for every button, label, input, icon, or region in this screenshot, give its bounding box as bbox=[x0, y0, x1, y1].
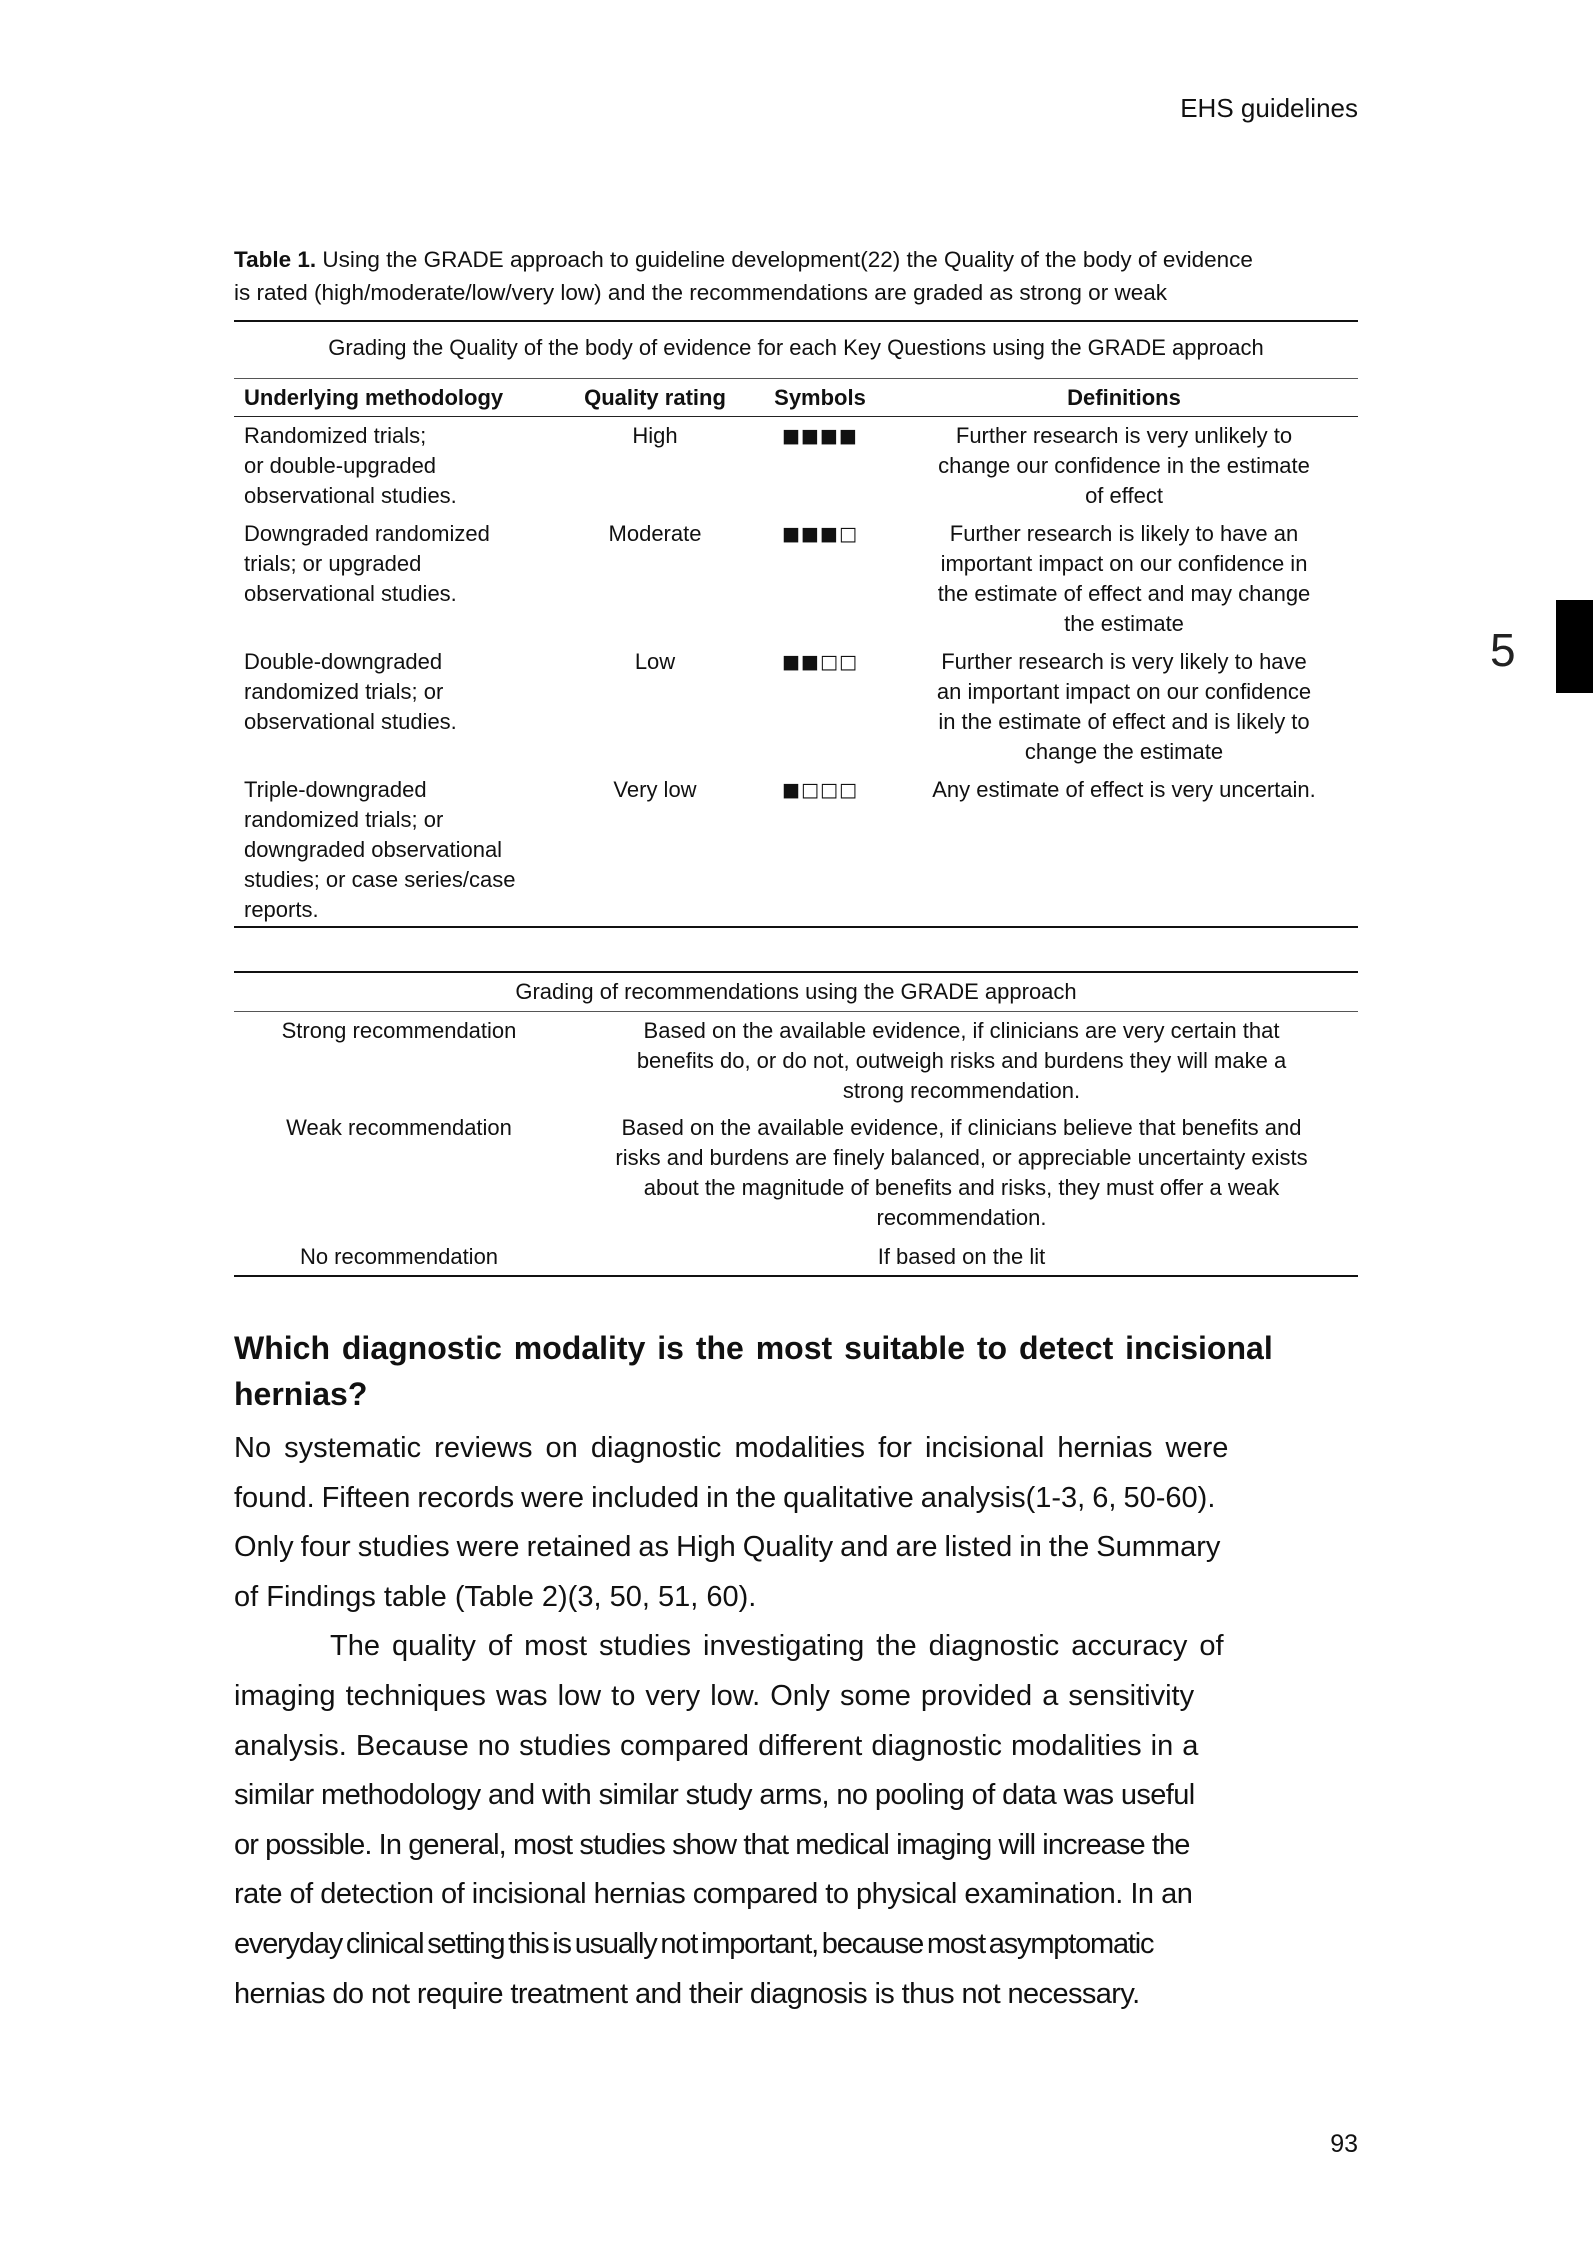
definition-cell bbox=[890, 519, 1358, 639]
cell-line: benefits do, or do not, outweigh risks and burdens they will make a bbox=[636, 1048, 1287, 1073]
cell-line: the estimate bbox=[1064, 611, 1184, 636]
paragraph-line: analysis. Because no studies compared different diagnostic modalities in a bbox=[234, 1729, 1199, 1762]
quality-symbols-icon: ■■■■ bbox=[782, 425, 858, 447]
cell-line: strong recommendation. bbox=[842, 1078, 1081, 1103]
cell-line: downgraded observational bbox=[244, 837, 503, 862]
cell-line: change our confidence in the estimate bbox=[938, 453, 1310, 478]
methodology-cell bbox=[244, 775, 564, 925]
recommendation-label: Strong recommendation bbox=[281, 1018, 517, 1043]
recommendation-label: Weak recommendation bbox=[286, 1115, 512, 1140]
column-header-quality-rating: Quality rating bbox=[584, 385, 726, 410]
section-heading bbox=[234, 1325, 1358, 1417]
heading-line: Which diagnostic modality is the most suitable to detect incisional bbox=[234, 1330, 1273, 1366]
cell-line: Randomized trials; bbox=[244, 423, 427, 448]
paragraph-line: found. Fifteen records were included in the qualitative analysis(1-3, 6, 50-60). bbox=[234, 1481, 1216, 1514]
cell-line: observational studies. bbox=[244, 709, 457, 734]
quality-rating-cell: Low bbox=[634, 649, 676, 674]
cell-line: Further research is very unlikely to bbox=[955, 423, 1293, 448]
table-bottom-rule bbox=[234, 1275, 1358, 1277]
table-rule bbox=[234, 1011, 1358, 1012]
page-number: 93 bbox=[1330, 2130, 1358, 2158]
definition-cell bbox=[890, 775, 1358, 805]
cell-line: reports. bbox=[244, 897, 319, 922]
methodology-cell bbox=[244, 421, 564, 511]
cell-line: an important impact on our confidence bbox=[936, 679, 1312, 704]
table-top-rule bbox=[234, 971, 1358, 973]
paragraph-line: or possible. In general, most studies show that medical imaging will increase the bbox=[234, 1828, 1190, 1861]
cell-line: Triple-downgraded bbox=[244, 777, 427, 802]
cell-line: important impact on our confidence in bbox=[940, 551, 1308, 576]
paragraph-line: No systematic reviews on diagnostic modalities for incisional hernias were bbox=[234, 1432, 1229, 1464]
cell-line: in the estimate of effect and is likely to bbox=[938, 709, 1310, 734]
paragraph-line: of Findings table (Table 2)(3, 50, 51, 60). bbox=[234, 1580, 757, 1613]
paragraph-line: everyday clinical setting this is usually not important, because most asymptomatic bbox=[234, 1927, 1154, 1960]
cell-line: trials; or upgraded bbox=[244, 551, 422, 576]
paragraph-line: The quality of most studies investigating the diagnostic accuracy of bbox=[330, 1630, 1224, 1663]
quality-section-title: Grading the Quality of the body of evidence for each Key Questions using the GRADE approach bbox=[328, 335, 1264, 360]
caption-label: Table 1. bbox=[234, 247, 317, 272]
cell-line: Based on the available evidence, if clinicians are very certain that bbox=[643, 1018, 1280, 1043]
chapter-thumb-tab bbox=[1556, 600, 1593, 693]
quality-symbols-icon: ■□□□ bbox=[782, 779, 858, 801]
cell-line: the estimate of effect and may change bbox=[937, 581, 1311, 606]
cell-line: Double-downgraded bbox=[244, 649, 443, 674]
cell-line: Further research is very likely to have bbox=[941, 649, 1307, 674]
cell-line: of effect bbox=[1085, 483, 1163, 508]
caption-text-line: Using the GRADE approach to guideline development(22) the Quality of the body of evidence bbox=[316, 247, 1253, 272]
column-header-definitions: Definitions bbox=[1067, 385, 1181, 410]
table-top-rule bbox=[234, 320, 1358, 322]
caption-text-line: is rated (high/moderate/low/very low) and the recommendations are graded as strong or weak bbox=[234, 280, 1167, 305]
quality-symbols-icon: ■■■□ bbox=[782, 523, 858, 545]
methodology-cell bbox=[244, 519, 564, 609]
heading-line: hernias? bbox=[234, 1376, 368, 1412]
cell-line: or double-upgraded bbox=[244, 453, 437, 478]
quality-rating-cell: Moderate bbox=[608, 521, 702, 546]
chapter-number: 5 bbox=[1490, 624, 1516, 676]
cell-line: risks and burdens are finely balanced, or appreciable uncertainty exists bbox=[615, 1145, 1308, 1170]
paragraph-line: rate of detection of incisional hernias compared to physical examination. In an bbox=[234, 1878, 1193, 1911]
recommendation-description bbox=[565, 1113, 1358, 1233]
table-caption bbox=[234, 243, 1358, 309]
paragraph-line: similar methodology and with similar study arms, no pooling of data was useful bbox=[234, 1779, 1195, 1812]
table-rule bbox=[234, 378, 1358, 379]
methodology-cell bbox=[244, 647, 564, 737]
cell-line: studies; or case series/case bbox=[244, 867, 516, 892]
cell-line: Further research is likely to have an bbox=[949, 521, 1299, 546]
body-text bbox=[234, 1424, 1358, 2019]
definition-cell bbox=[890, 421, 1358, 511]
paragraph-line: hernias do not require treatment and their diagnosis is thus not necessary. bbox=[234, 1977, 1140, 2010]
column-header-methodology: Underlying methodology bbox=[244, 385, 504, 410]
quality-rating-cell: Very low bbox=[613, 777, 697, 802]
recommendation-section-title: Grading of recommendations using the GRADE approach bbox=[515, 979, 1077, 1004]
column-header-symbols: Symbols bbox=[774, 385, 866, 410]
cell-line: about the magnitude of benefits and risks, they must offer a weak bbox=[643, 1175, 1280, 1200]
cell-line: change the estimate bbox=[1024, 739, 1224, 764]
cell-line: randomized trials; or bbox=[244, 807, 444, 832]
recommendation-label: No recommendation bbox=[299, 1244, 499, 1269]
paragraph-line: Only four studies were retained as High Quality and are listed in the Summary bbox=[234, 1531, 1221, 1564]
recommendation-description bbox=[565, 1242, 1358, 1272]
cell-line: If based on the lit bbox=[877, 1244, 1046, 1269]
cell-line: recommendation. bbox=[876, 1205, 1047, 1230]
running-head: EHS guidelines bbox=[1180, 93, 1358, 123]
quality-rating-cell: High bbox=[632, 423, 678, 448]
cell-line: Any estimate of effect is very uncertain. bbox=[932, 777, 1316, 802]
cell-line: observational studies. bbox=[244, 581, 457, 606]
cell-line: observational studies. bbox=[244, 483, 457, 508]
cell-line: randomized trials; or bbox=[244, 679, 444, 704]
table-bottom-rule bbox=[234, 926, 1358, 928]
paragraph-line: imaging techniques was low to very low. Only some provided a sensitivity bbox=[234, 1679, 1195, 1712]
recommendation-description bbox=[565, 1016, 1358, 1106]
cell-line: Based on the available evidence, if clinicians believe that benefits and bbox=[621, 1115, 1302, 1140]
table-header-rule bbox=[234, 416, 1358, 417]
quality-symbols-icon: ■■□□ bbox=[782, 651, 858, 673]
cell-line: Downgraded randomized bbox=[244, 521, 490, 546]
definition-cell bbox=[890, 647, 1358, 767]
